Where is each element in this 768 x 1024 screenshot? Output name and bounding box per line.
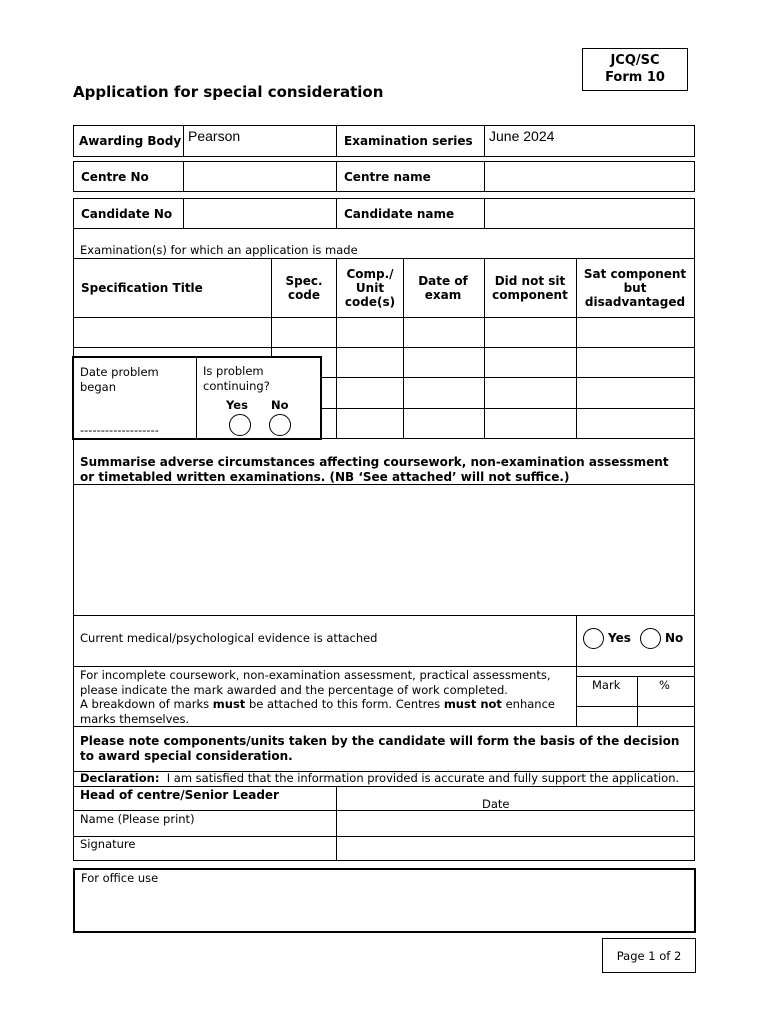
- col-comp-unit-codes: Comp./ Unit code(s): [344, 266, 396, 309]
- centre-name-label: Centre name: [344, 169, 431, 184]
- problem-continuing-label: Is problem continuing?: [203, 364, 270, 393]
- candidate-name-label: Candidate name: [344, 206, 455, 221]
- name-field[interactable]: [338, 811, 693, 835]
- evidence-yes-radio[interactable]: [583, 628, 604, 649]
- mark-field[interactable]: [578, 708, 636, 725]
- name-print-label: Name (Please print): [80, 812, 195, 826]
- form-code-box: [582, 48, 688, 91]
- summary-text-area[interactable]: [75, 486, 696, 617]
- awarding-body-label: Awarding Body: [79, 134, 182, 148]
- continuing-yes-label: Yes: [226, 398, 248, 412]
- centre-no-label: Centre No: [81, 169, 149, 184]
- office-use-label: For office use: [81, 871, 159, 885]
- evidence-label: Current medical/psychological evidence is attached: [80, 631, 378, 645]
- mark-label: Mark: [592, 678, 621, 692]
- candidate-no-label: Candidate No: [81, 206, 173, 221]
- centre-name-field[interactable]: [486, 162, 693, 191]
- page-number: Page 1 of 2: [602, 938, 696, 973]
- continuing-no-radio[interactable]: [269, 414, 291, 436]
- consideration-note: Please note components/units taken by the candidate will form the basis of the decision to award special consideration.: [80, 734, 680, 763]
- candidate-name-field[interactable]: [486, 199, 693, 228]
- evidence-no-label: No: [665, 631, 684, 645]
- col-sat-disadvantaged: Sat component but disadvantaged: [583, 266, 687, 309]
- date-label: Date: [482, 797, 510, 811]
- incomplete-line1: For incomplete coursework, non-examination assessment, practical assessments,: [80, 668, 551, 682]
- exam-series-label: Examination series: [344, 134, 473, 148]
- col-specification-title: Specification Title: [81, 280, 203, 295]
- declaration-text: Declaration: I am satisfied that the information provided is accurate and fully support the application.: [80, 771, 680, 785]
- evidence-yes-label: Yes: [608, 631, 631, 645]
- declaration-label: Declaration:: [80, 771, 160, 785]
- incomplete-line2: please indicate the mark awarded and the percentage of work completed.: [80, 682, 508, 697]
- head-of-centre-label: Head of centre/Senior Leader: [80, 788, 279, 802]
- incomplete-line4: marks themselves.: [80, 711, 190, 726]
- centre-no-field[interactable]: [185, 162, 335, 191]
- form-code-line1: JCQ/SC: [610, 53, 660, 68]
- candidate-no-field[interactable]: [185, 199, 335, 228]
- incomplete-line3: A breakdown of marks must be attached to this form. Centres must not enhance: [80, 697, 555, 711]
- col-did-not-sit: Did not sit component: [492, 273, 568, 302]
- page-title: Application for special consideration: [73, 83, 384, 101]
- col-date-of-exam: Date of exam: [418, 273, 468, 302]
- exam-series-value[interactable]: June 2024: [489, 128, 555, 144]
- signature-field[interactable]: [338, 837, 693, 860]
- summary-instruction: Summarise adverse circumstances affecting coursework, non-examination assessment or timetabled written examinations. (NB ‘See attached’ will not suffice.): [80, 455, 669, 484]
- incomplete-instructions: [80, 668, 575, 726]
- signature-label: Signature: [80, 837, 136, 851]
- continuing-yes-radio[interactable]: [229, 414, 251, 436]
- date-problem-began-label: Date problem began: [80, 365, 159, 394]
- continuing-no-label: No: [271, 398, 289, 412]
- col-spec-code: Spec. code: [285, 273, 323, 302]
- percent-label: %: [659, 678, 670, 692]
- office-use-box: [73, 868, 696, 933]
- evidence-no-radio[interactable]: [640, 628, 661, 649]
- exam-table-caption: Examination(s) for which an application is made: [80, 243, 358, 257]
- form-code-line2: Form 10: [605, 70, 665, 85]
- date-problem-dashes: -------------------: [80, 423, 159, 437]
- awarding-body-value[interactable]: Pearson: [188, 128, 241, 144]
- percent-field[interactable]: [639, 708, 693, 725]
